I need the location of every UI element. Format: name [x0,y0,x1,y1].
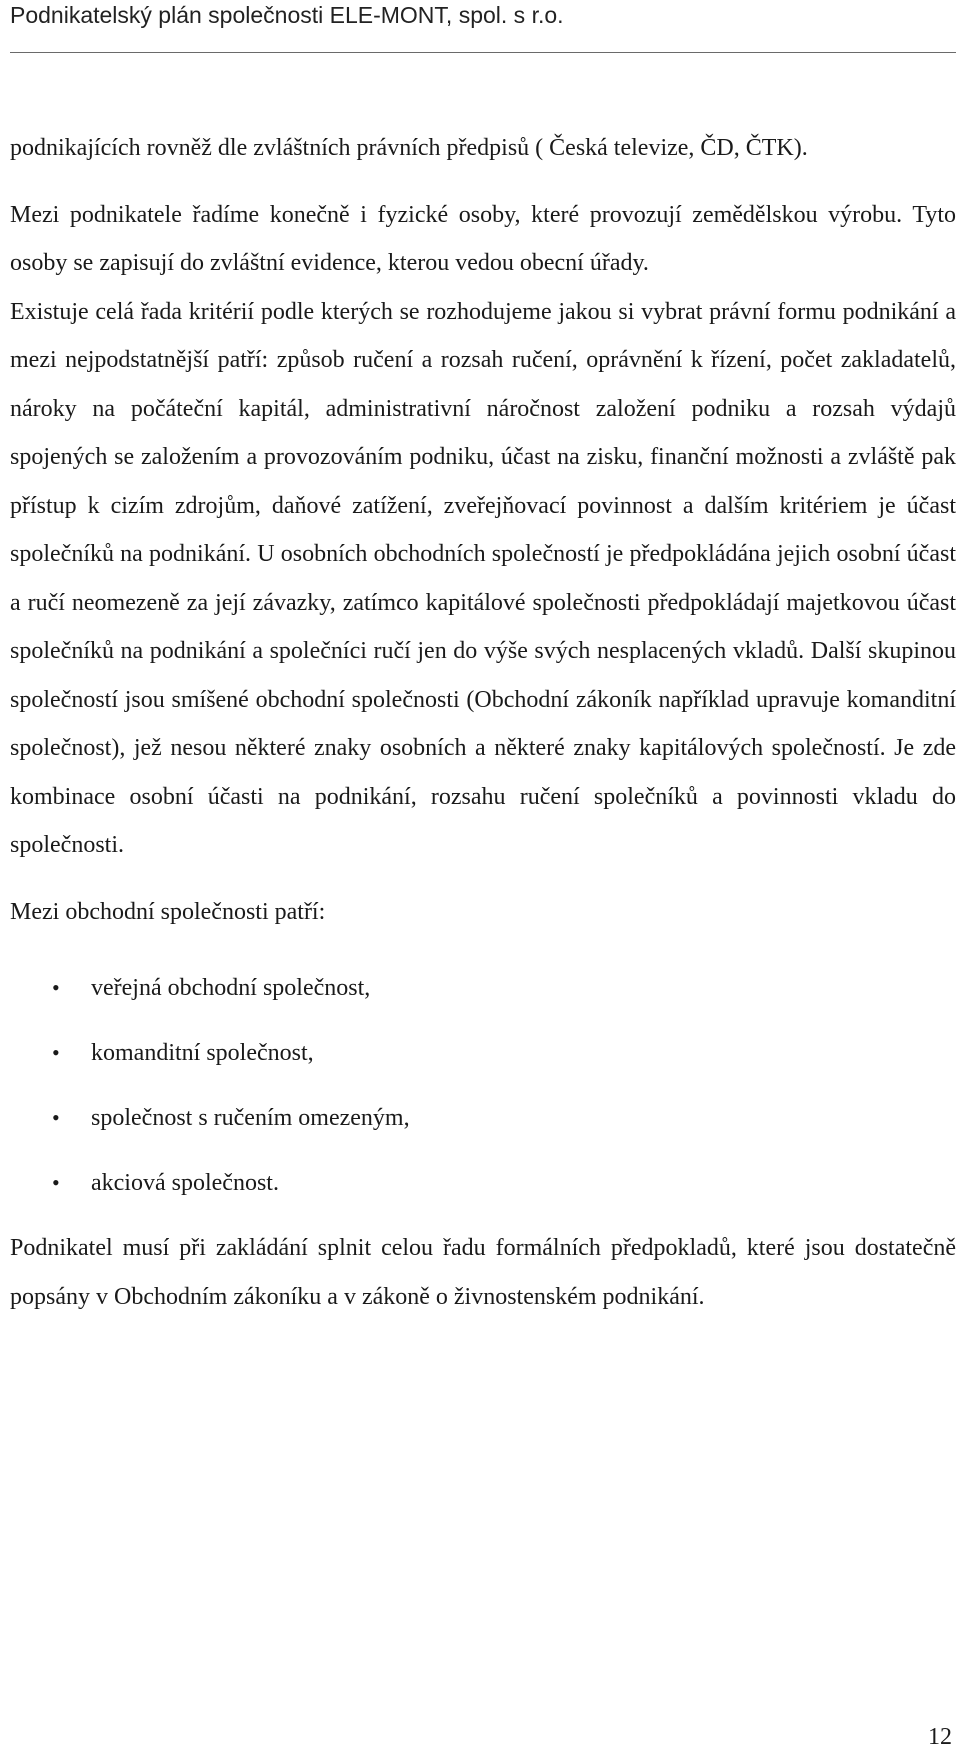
list-item-label: komanditní společnost, [91,1040,314,1066]
list-item [10,1159,956,1224]
bullet-icon: • [52,1040,60,1065]
paragraph-agricultural-persons: Mezi podnikatele řadíme konečně i fyzické osoby, které provozují zemědělskou výrobu. Tyto osoby se zapisují do zvláštní evidence, kterou vedou obecní úřady. [10,201,956,276]
paragraph-continuation: podnikajících rovněž dle zvláštních právních předpisů ( Česká televize, ČD, ČTK). [10,135,808,161]
company-types-list [10,964,956,1224]
list-item [10,1094,956,1159]
page-header [10,0,956,53]
paragraph-legal-form-criteria: Existuje celá řada kritérií podle kterých se rozhodujeme jakou si vybrat právní formu podnikání a mezi nejpodstatnější patří: způsob ručení a rozsah ručení, oprávnění k řízení, počet zakladatelů, nároky na počáteční kapitál, administrativní náročnost založení podniku a rozsah výdajů spojených se založením a provozováním podniku, účast na zisku, finanční možnosti a zvláště pak přístup k cizím zdrojům, daňové zatížení, zveřejňovací povinnost a dalším kritériem je účast společníků na podnikání. U osobních obchodních společností je předpokládána jejich osobní účast a ručí neomezeně za její závazky, zatímco kapitálové společnosti předpokládají majetkovou účast společníků na podnikání a společníci ručí jen do výše svých nesplacených vkladů. Další skupinou společností jsou smíšené obchodní společnosti (Obchodní zákoník například upravuje komanditní společnost), jež nesou některé znaky osobních a některé znaky kapitálových společností. Je zde kombinace osobní účasti na podnikání, rozsahu ručení společníků a povinnosti vkladu do společnosti. [10,298,956,858]
bullet-icon: • [52,975,60,1000]
list-item [10,1029,956,1094]
list-item-label: akciová společnost. [91,1170,279,1196]
paragraph-list-intro: Mezi obchodní společnosti patří: [10,898,326,925]
list-item [10,964,956,1029]
list-item-label: společnost s ručením omezeným, [91,1105,410,1131]
page-body [10,124,956,1321]
document-title: Podnikatelský plán společnosti ELE-MONT, spol. s r.o. [10,2,564,28]
bullet-icon: • [52,1105,60,1130]
page-number: 12 [928,1724,952,1750]
list-item-label: veřejná obchodní společnost, [91,975,371,1001]
bullet-icon: • [52,1170,60,1195]
paragraph-formal-requirements: Podnikatel musí při zakládání splnit celou řadu formálních předpokladů, které jsou dostatečně popsány v Obchodním zákoníku a v zákoně o živnostenském podnikání. [10,1235,956,1310]
